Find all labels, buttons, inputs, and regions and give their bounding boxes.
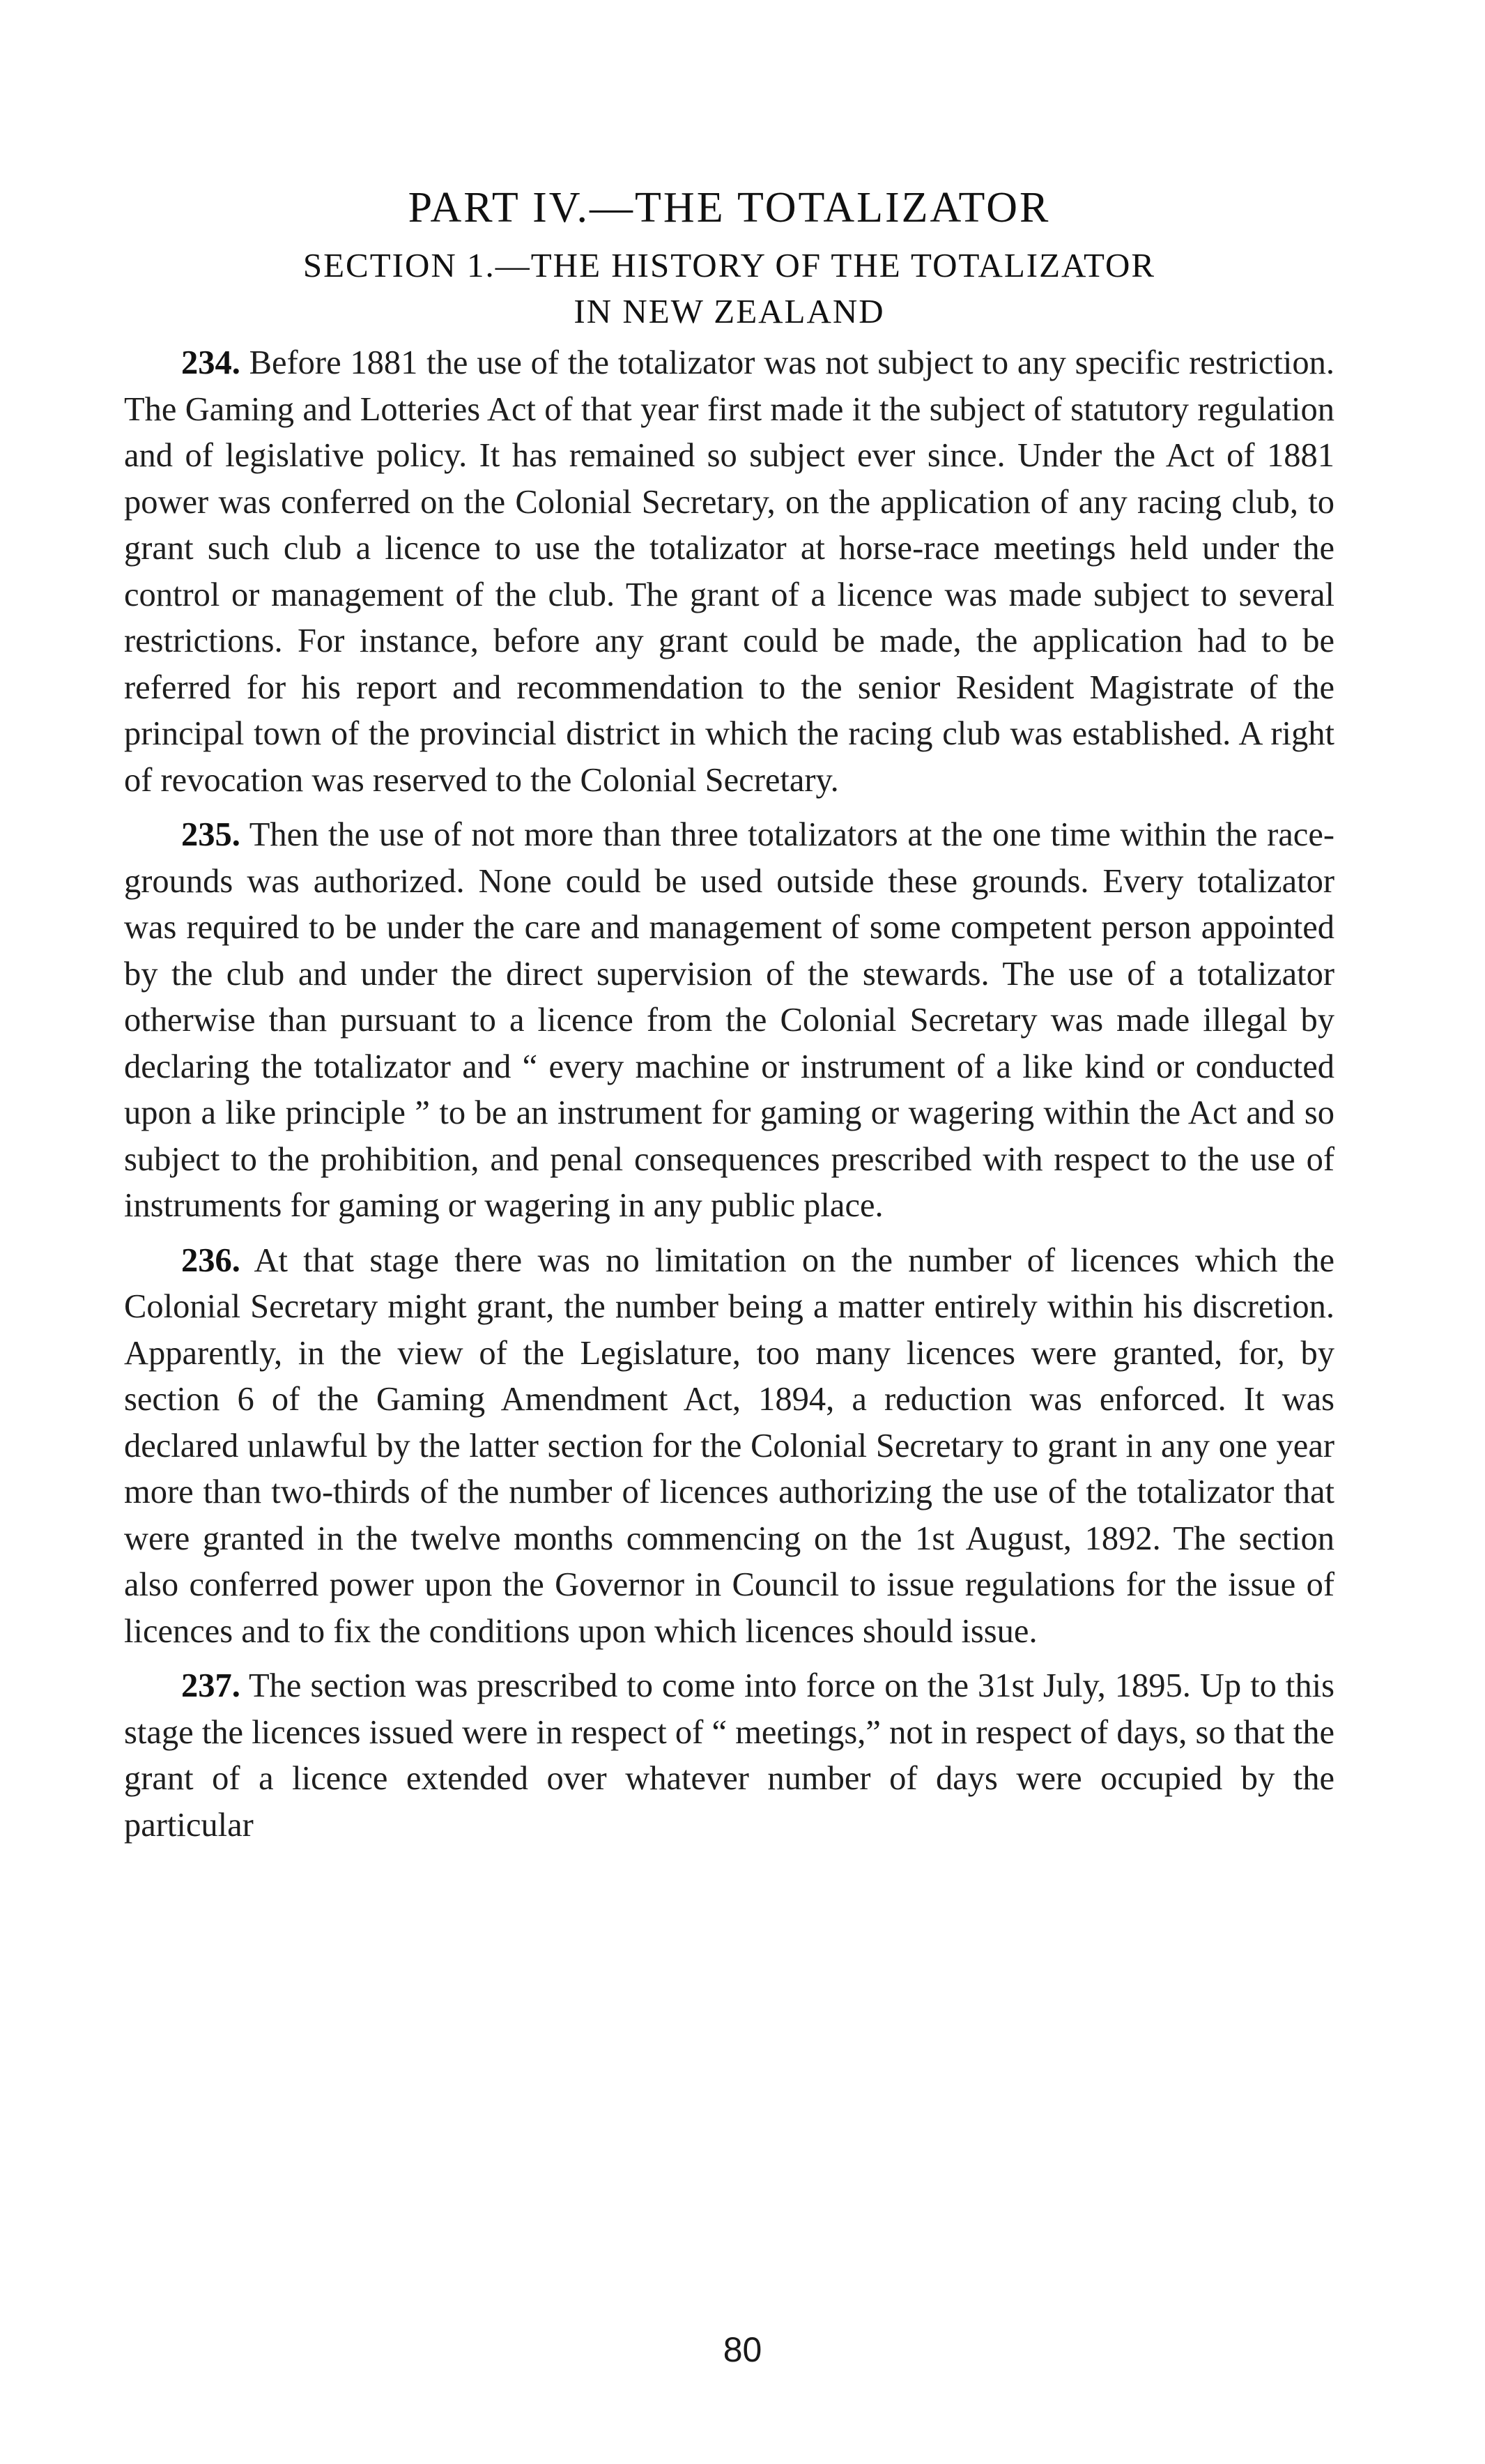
paragraph-237 (124, 1663, 1334, 1849)
paragraph-text: Then the use of not more than three totalizators at the one time within the race-grounds was authorized. None could be used outside these grounds. Every totalizator was required to be under the care and management of some competent person appointed by the club and under the direct supervision of the stewards. The use of a totalizator otherwise than pursuant to a licence from the Colonial Secretary was made illegal by declaring the totalizator and “ every machine or instrument of a like kind or conducted upon a like principle ” to be an instrument for gaming or wagering within the Act and so subject to the prohibition, and penal consequences prescribed with respect to the use of instruments for gaming or wagering in any public place. (124, 816, 1334, 1224)
paragraph-236 (124, 1238, 1334, 1655)
section-title-line-2: IN NEW ZEALAND (574, 292, 885, 330)
paragraph-number: 235. (181, 816, 240, 853)
paragraph-text: The section was prescribed to come into force on the 31st July, 1895. Up to this stage the licences issued were in respect of “ meetings,” not in respect of days, so that the grant of a licence extended over whatever number of days were occupied by the particular (124, 1667, 1335, 1844)
part-title: PART IV.—THE TOTALIZATOR (408, 184, 1051, 231)
section-title (124, 243, 1334, 335)
document-page (124, 181, 1334, 1857)
paragraph-text: At that stage there was no limitation on the number of licences which the Colonial Secretary might grant, the number being a matter entirely within his discretion. Apparently, in the view of the Legislature, too many licences were granted, for, by section 6 of the Gaming Amendment Act, 1894, a reduction was enforced. It was declared unlawful by the latter section for the Colonial Secretary to grant in any one year more than two-thirds of the number of licences authorizing the use of the totalizator that were granted in the twelve months commencing on the 1st August, 1892. The section also conferred power upon the Governor in Council to issue regulations for the issue of licences and to fix the conditions upon which licences should issue. (124, 1241, 1334, 1650)
paragraph-number: 237. (181, 1667, 240, 1704)
page-number: 80 (723, 2330, 762, 2369)
section-title-line-1: SECTION 1.—THE HISTORY OF THE TOTALIZATOR (302, 246, 1156, 284)
paragraph-235 (124, 812, 1334, 1230)
paragraph-234 (124, 340, 1334, 804)
paragraph-text: Before 1881 the use of the totalizator was not subject to any specific restriction. The Gaming and Lotteries Act of that year first made it the subject of statutory regulation and of legislative policy. It has remained so subject ever since. Under the Act of 1881 power was conferred on the Colonial Secretary, on the application of any racing club, to grant such club a licence to use the totalizator at horse-race meetings held under the control or management of the club. The grant of a licence was made subject to several restrictions. For instance, before any grant could be made, the application had to be referred for his report and recommendation to the senior Resident Magistrate of the principal town of the provincial district in which the racing club was established. A right of revocation was reserved to the Colonial Secretary. (124, 344, 1334, 799)
paragraph-number: 234. (181, 344, 240, 381)
paragraph-number: 236. (181, 1241, 240, 1279)
body-text (124, 340, 1334, 1849)
